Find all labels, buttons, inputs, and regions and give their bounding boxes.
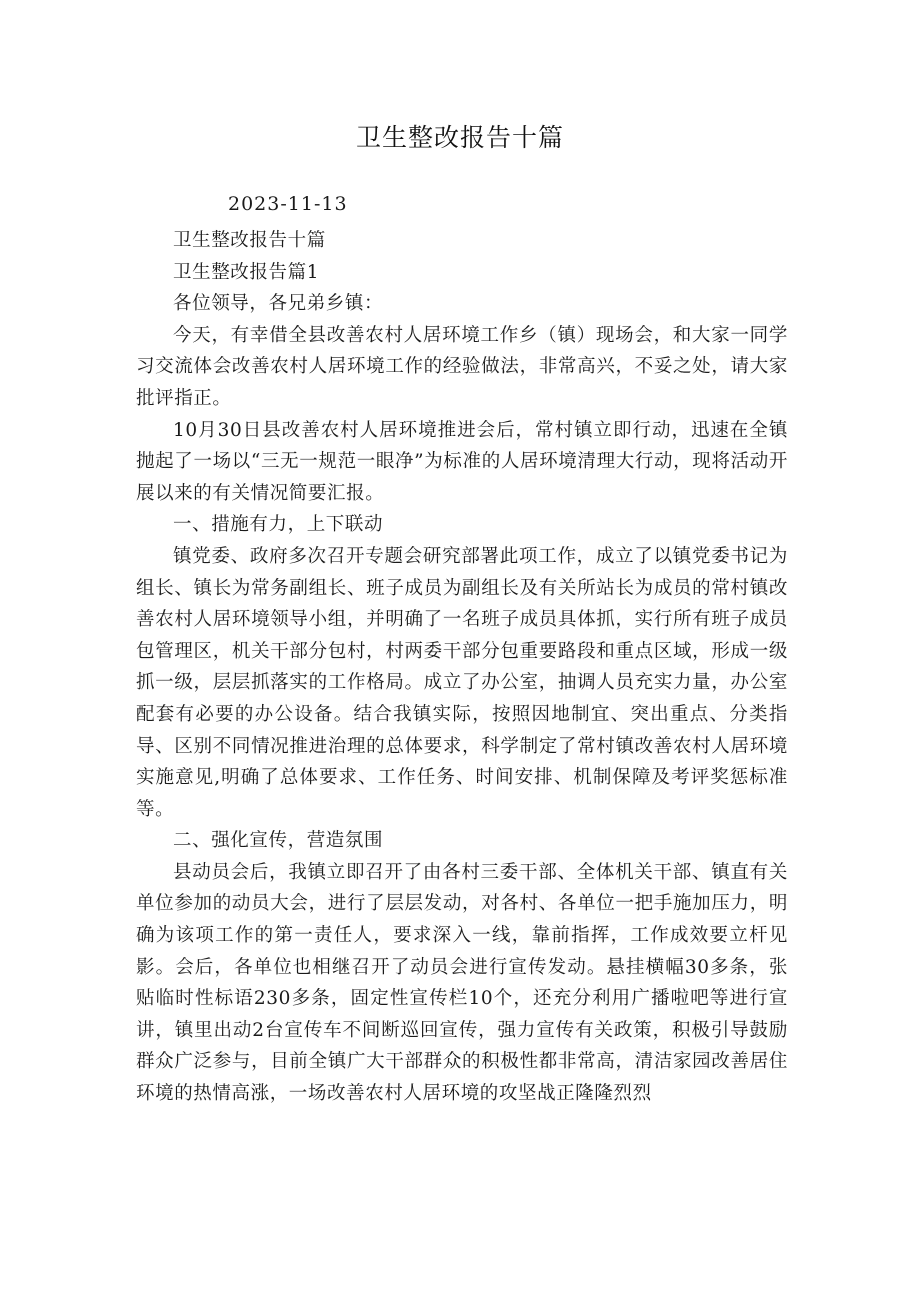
paragraph: 县动员会后，我镇立即召开了由各村三委干部、全体机关干部、镇直有关单位参加的动员大会，进行了层层发动，对各村、各单位一把手施加压力，明确为该项工作的第一责任人，要求深入一线，靠前指挥，工作成效要立杆见影。会后，各单位也相继召开了动员会进行宣传发动。悬挂横幅30多条，张贴临时性标语230多条，固定性宣传栏10个，还充分利用广播啦吧等进行宣讲，镇里出动2台宣传车不间断巡回宣传，强力宣传有关政策，积极引导鼓励群众广泛参与，目前全镇广大干部群众的积极性都非常高，清洁家园改善居住环境的热情高涨，一场改善农村人居环境的攻坚战正隆隆烈烈 xyxy=(136,861,788,1105)
document-date: 2023-11-13 xyxy=(228,193,348,215)
paragraph: 卫生整改报告十篇 xyxy=(173,230,326,251)
section-heading: 一、措施有力，上下联动 xyxy=(173,514,384,536)
document-body xyxy=(136,225,788,1110)
paragraph: 10月30日县改善农村人居环境推进会后，常村镇立即行动，迅速在全镇抛起了一场以“三无一规范一眼净”为标准的人居环境清理大行动，现将活动开展以来的有关情况简要汇报。 xyxy=(136,419,788,504)
paragraph: 各位领导，各兄弟乡镇： xyxy=(173,293,384,315)
paragraph: 今天，有幸借全县改善农村人居环境工作乡（镇）现场会，和大家一同学习交流体会改善农村人居环境工作的经验做法，非常高兴，不妥之处，请大家批评指正。 xyxy=(136,324,788,409)
paragraph: 卫生整改报告篇1 xyxy=(173,261,320,283)
paragraph: 镇党委、政府多次召开专题会研究部署此项工作，成立了以镇党委书记为组长、镇长为常务副组长、班子成员为副组长及有关所站长为成员的常村镇改善农村人居环境领导小组，并明确了一名班子成员具体抓，实行所有班子成员包管理区，机关干部分包村，村两委干部分包重要路段和重点区域，形成一级抓一级，层层抓落实的工作格局。成立了办公室，抽调人员充实力量，办公室配套有必要的办公设备。结合我镇实际，按照因地制宜、突出重点、分类指导、区别不同情况推进治理的总体要求，科学制定了常村镇改善农村人居环境实施意见,明确了总体要求、工作任务、时间安排、机制保障及考评奖惩标准等。 xyxy=(136,545,788,820)
document-title: 卫生整改报告十篇 xyxy=(355,123,564,152)
section-heading: 二、强化宣传，营造氛围 xyxy=(173,830,384,852)
